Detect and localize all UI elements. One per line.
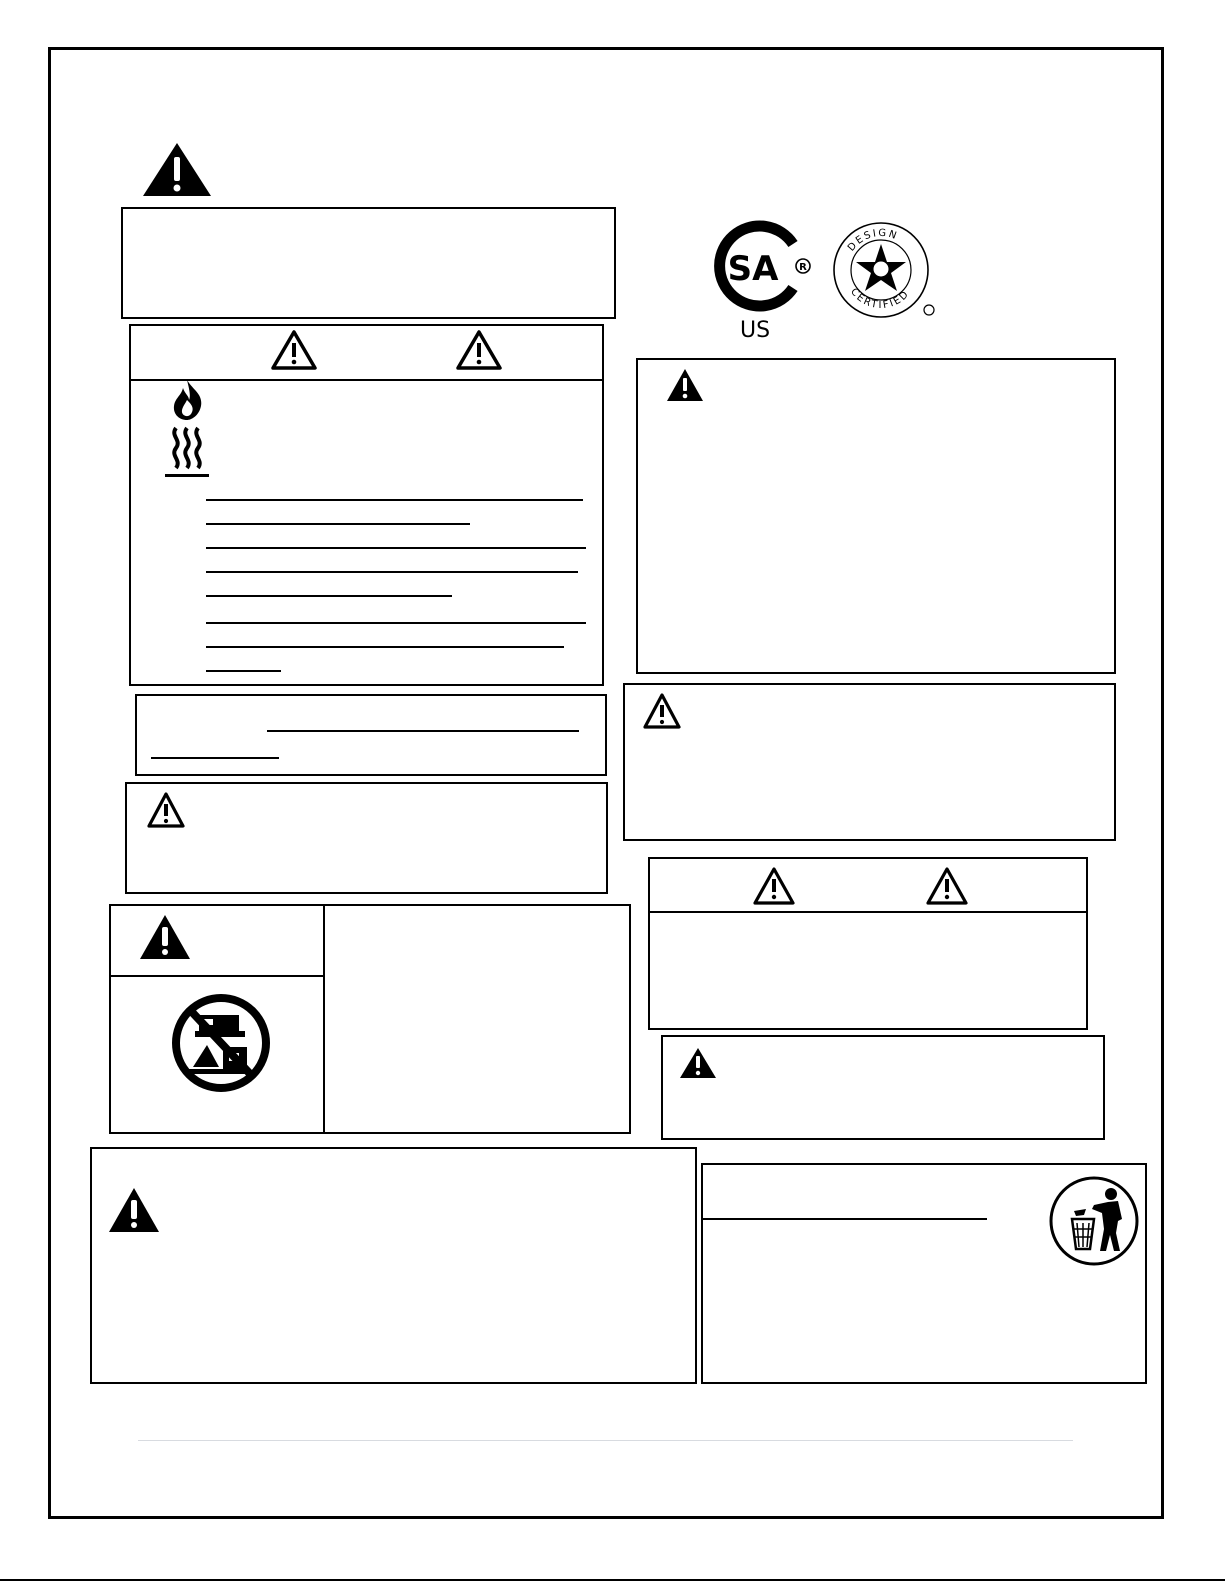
notice-box-underline: [135, 694, 607, 776]
warning-icon: [456, 330, 502, 370]
design-certified-seal: [833, 222, 933, 322]
warning-icon: [753, 867, 795, 905]
double-warning-box: [648, 857, 1088, 1030]
no-items-warning-box: [109, 904, 631, 1134]
column-divider: [323, 904, 325, 1134]
top-warning-icon: [142, 142, 212, 197]
warning-icon: [108, 1187, 160, 1233]
double-warning-header: [650, 859, 1086, 913]
warning-box-right-3: [661, 1035, 1105, 1140]
warning-icon: [271, 330, 317, 370]
warning-icon: [147, 792, 185, 828]
footer-rule: [138, 1440, 1073, 1441]
hot-surface-header: [131, 326, 602, 381]
hot-surface-flame-icon: [163, 378, 211, 478]
underline-rule: [206, 622, 586, 624]
csa-mark-text: SA: [727, 249, 779, 289]
warning-icon: [643, 693, 681, 729]
underline-rule: [206, 499, 583, 501]
svg-text:R: R: [799, 262, 807, 273]
row-divider: [111, 975, 324, 977]
no-items-on-top-prohibition-icon: [171, 991, 271, 1095]
waste-disposal-bin-icon: [1048, 1175, 1140, 1267]
underline-rule: [206, 523, 470, 525]
disposal-notice-box: [701, 1163, 1147, 1384]
warning-box-right-2: [623, 683, 1116, 841]
warning-box-bottom-left: [90, 1147, 697, 1384]
warning-icon: [926, 867, 968, 905]
underline-rule: [206, 670, 281, 672]
seal-top-text: DESIGN: [845, 227, 900, 254]
underline-rule: [206, 547, 586, 549]
warning-icon: [666, 368, 704, 402]
page-bottom-edge: [0, 1579, 1225, 1581]
notice-box-top: [121, 207, 616, 319]
underline-rule: [267, 730, 579, 732]
warning-box-right-1: [636, 358, 1116, 674]
seal-bottom-text: CERTIFIED: [848, 286, 913, 312]
underline-rule: [703, 1218, 987, 1220]
csa-logo: [707, 218, 817, 348]
hot-surface-warning-box: [129, 324, 604, 686]
warning-icon: [679, 1047, 717, 1079]
warning-box-left: [125, 782, 608, 894]
warning-icon: [139, 914, 191, 960]
underline-rule: [206, 571, 578, 573]
underline-rule: [206, 646, 564, 648]
underline-rule: [151, 757, 279, 759]
csa-country-label: US: [740, 318, 771, 343]
underline-rule: [206, 595, 452, 597]
